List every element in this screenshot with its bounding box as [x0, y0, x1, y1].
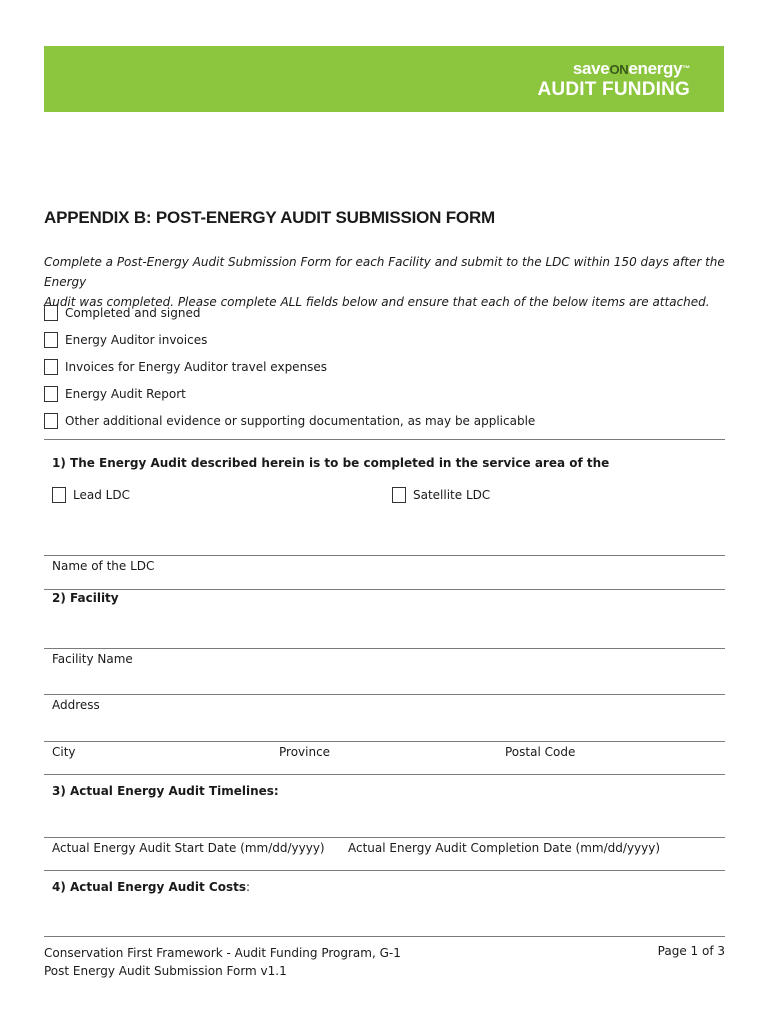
postal-code-label: Postal Code — [505, 745, 576, 759]
checkbox[interactable] — [44, 359, 58, 375]
page-title: APPENDIX B: POST-ENERGY AUDIT SUBMISSION FORM — [44, 208, 495, 227]
checkbox[interactable] — [44, 332, 58, 348]
checkbox[interactable] — [52, 487, 66, 503]
section3-heading: 3) Actual Energy Audit Timelines: — [52, 784, 279, 798]
lead-ldc-option[interactable]: Lead LDC — [52, 486, 130, 504]
address-label: Address — [52, 698, 100, 712]
section2-heading: 2) Facility — [52, 591, 119, 605]
divider — [44, 774, 725, 775]
checklist-item[interactable]: Other additional evidence or supporting documentation, as may be applicable — [44, 412, 535, 430]
checkbox[interactable] — [44, 305, 58, 321]
city-label: City — [52, 745, 76, 759]
checkbox[interactable] — [44, 413, 58, 429]
checkbox[interactable] — [44, 386, 58, 402]
province-label: Province — [279, 745, 331, 759]
ldc-name-label: Name of the LDC — [52, 559, 155, 573]
satellite-ldc-option[interactable]: Satellite LDC — [392, 486, 490, 504]
header-banner — [44, 46, 724, 112]
city-province-postal-field-line[interactable] — [44, 741, 725, 742]
section1-heading: 1) The Energy Audit described herein is to be completed in the service area of the — [52, 456, 610, 470]
checklist-item[interactable]: Completed and signed — [44, 304, 200, 322]
page-number: Page 1 of 3 — [657, 944, 725, 958]
section4-heading: 4) Actual Energy Audit Costs: — [52, 880, 251, 894]
checklist-item[interactable]: Energy Audit Report — [44, 385, 186, 403]
facility-name-field-line[interactable] — [44, 648, 725, 649]
facility-name-label: Facility Name — [52, 652, 133, 666]
divider — [44, 589, 725, 590]
ldc-name-field-line[interactable] — [44, 555, 725, 556]
checklist-item[interactable]: Energy Auditor invoices — [44, 331, 207, 349]
checkbox[interactable] — [392, 487, 406, 503]
footer-left: Conservation First Framework - Audit Funding Program, G-1 Post Energy Audit Submission Form v1.1 — [44, 946, 401, 978]
saveonenergy-logo: saveONenergy™ AUDIT FUNDING — [537, 59, 690, 100]
checklist-item[interactable]: Invoices for Energy Auditor travel expenses — [44, 358, 327, 376]
start-date-label: Actual Energy Audit Start Date (mm/dd/yyyy) — [52, 841, 325, 855]
audit-dates-field-line[interactable] — [44, 837, 725, 838]
address-field-line[interactable] — [44, 694, 725, 695]
divider — [44, 870, 725, 871]
completion-date-label: Actual Energy Audit Completion Date (mm/dd/yyyy) — [348, 841, 661, 855]
audit-funding-label: AUDIT FUNDING — [537, 79, 690, 100]
instructions: Complete a Post-Energy Audit Submission Form for each Facility and submit to the LDC within 150 days after the Energy Audit was completed. Please complete ALL fields below and ensure that each of the below items are attached. — [44, 255, 725, 309]
divider — [44, 439, 725, 440]
footer-divider — [44, 936, 725, 937]
